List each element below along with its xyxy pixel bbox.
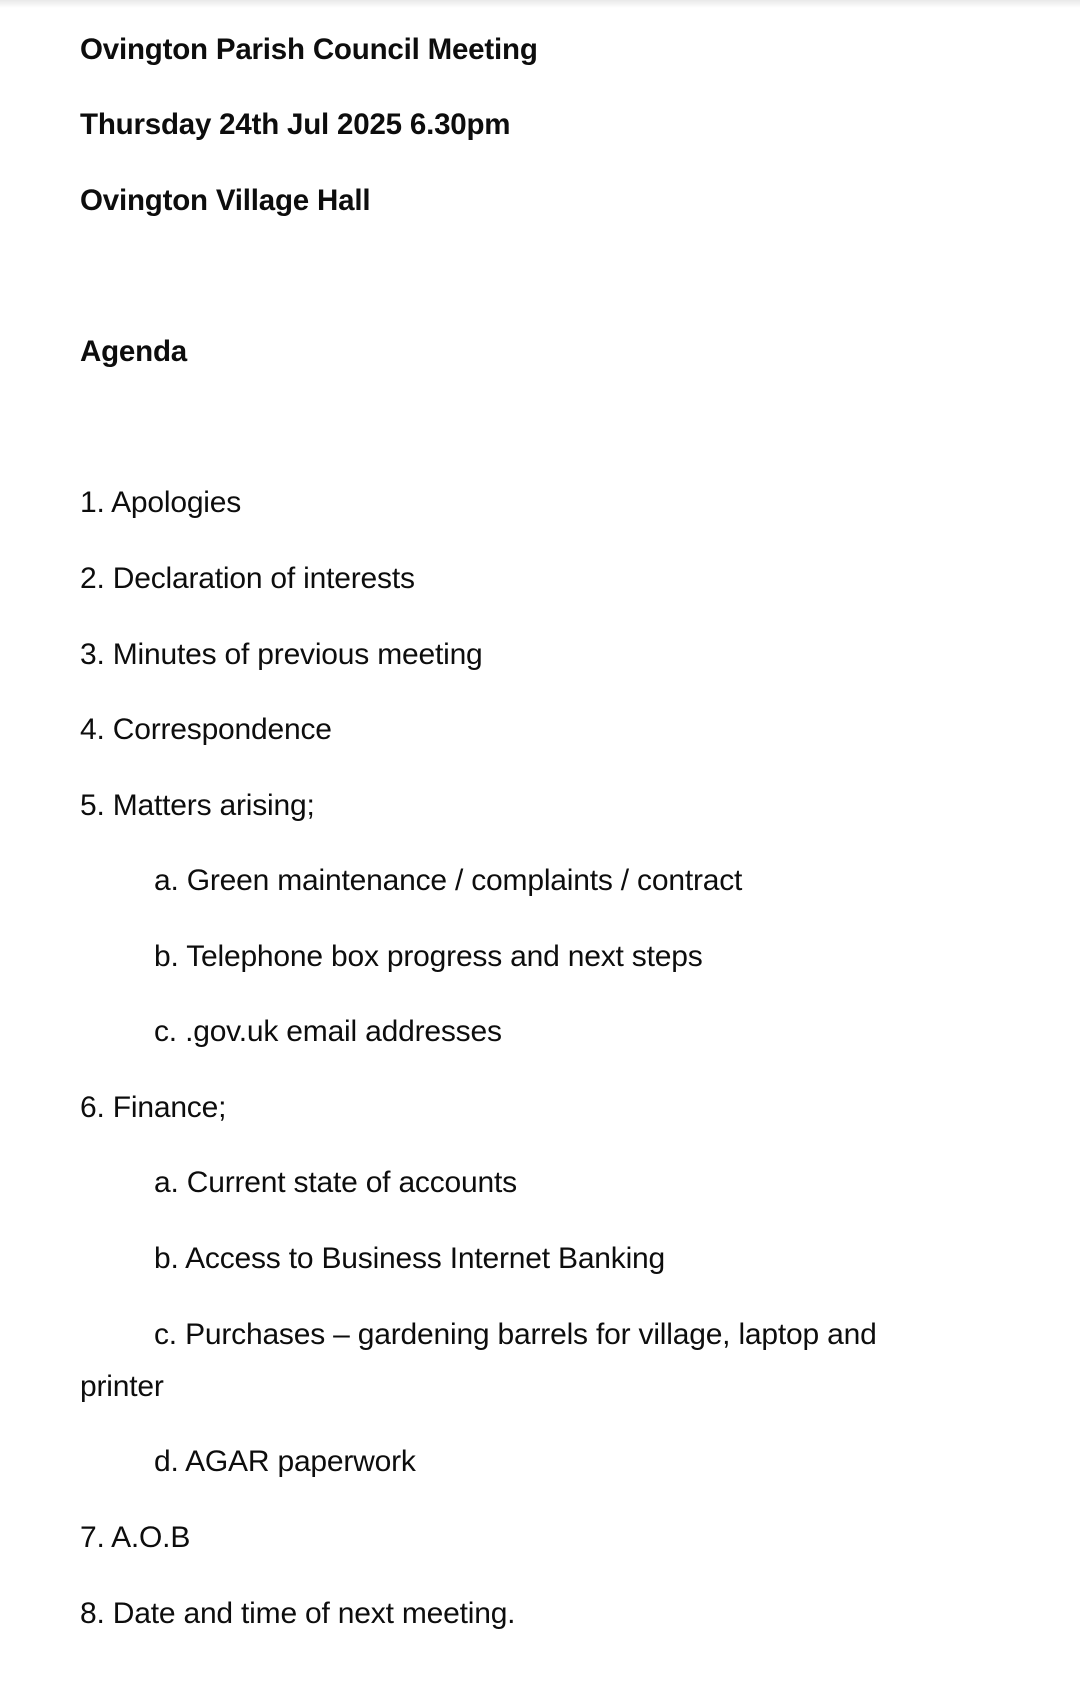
agenda-item-7: 7. A.O.B bbox=[80, 1521, 191, 1554]
agenda-item-6c: c. Purchases – gardening barrels for village, laptop and bbox=[154, 1318, 877, 1351]
meeting-title: Ovington Parish Council Meeting bbox=[80, 33, 538, 66]
agenda-item-5a: a. Green maintenance / complaints / contract bbox=[154, 864, 743, 897]
agenda-item-5: 5. Matters arising; bbox=[80, 789, 315, 822]
agenda-item-6a: a. Current state of accounts bbox=[154, 1166, 517, 1199]
agenda-item-6: 6. Finance; bbox=[80, 1091, 227, 1124]
agenda-item-6d: d. AGAR paperwork bbox=[154, 1445, 416, 1478]
agenda-item-5b: b. Telephone box progress and next steps bbox=[154, 940, 703, 973]
agenda-item-1: 1. Apologies bbox=[80, 486, 242, 519]
agenda-item-6b: b. Access to Business Internet Banking bbox=[154, 1242, 666, 1275]
meeting-venue: Ovington Village Hall bbox=[80, 184, 371, 217]
meeting-datetime: Thursday 24th Jul 2025 6.30pm bbox=[80, 108, 511, 141]
top-shadow bbox=[0, 0, 1080, 8]
agenda-item-6c-continuation: printer bbox=[80, 1370, 164, 1403]
agenda-item-8: 8. Date and time of next meeting. bbox=[80, 1597, 516, 1630]
agenda-heading: Agenda bbox=[80, 335, 187, 368]
agenda-item-4: 4. Correspondence bbox=[80, 713, 332, 746]
agenda-item-5c: c. .gov.uk email addresses bbox=[154, 1015, 502, 1048]
agenda-item-2: 2. Declaration of interests bbox=[80, 562, 415, 595]
agenda-item-3: 3. Minutes of previous meeting bbox=[80, 638, 483, 671]
